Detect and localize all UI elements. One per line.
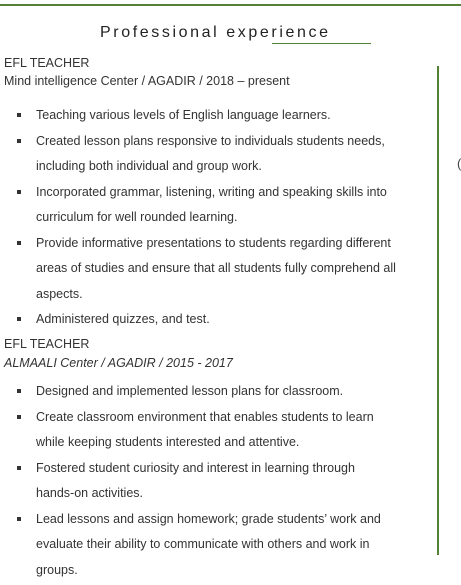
- job-org: Mind intelligence Center / AGADIR / 2018 – present: [4, 74, 290, 88]
- bullet-text: Administered quizzes, and test.: [36, 312, 210, 326]
- vertical-divider: [437, 66, 439, 555]
- bullet-text: Lead lessons and assign homework; grade students’ work and evaluate their ability to communicate with others and work in groups.: [36, 511, 381, 577]
- list-item: [0, 507, 396, 584]
- bullet-square-icon: [17, 389, 21, 393]
- bullet-square-icon: [17, 317, 21, 321]
- bullet-text: Incorporated grammar, listening, writing and speaking skills into curriculum for well rounded learning.: [36, 184, 387, 224]
- bullet-text: Teaching various levels of English language learners.: [36, 108, 331, 122]
- list-item: [0, 307, 396, 333]
- bullet-square-icon: [17, 190, 21, 194]
- bullet-square-icon: [17, 113, 21, 117]
- job-bullet-list: [0, 379, 396, 583]
- list-item: [0, 129, 396, 180]
- job-role: EFL TEACHER: [4, 337, 90, 351]
- bullet-text: Fostered student curiosity and interest in learning through hands-on activities.: [36, 460, 355, 500]
- title-underline: [272, 43, 371, 44]
- list-item: [0, 103, 396, 129]
- bullet-square-icon: [17, 241, 21, 245]
- bullet-text: Created lesson plans responsive to individuals students needs, including both individual and group work.: [36, 133, 385, 173]
- bullet-text: Create classroom environment that enables students to learn while keeping students interested and attentive.: [36, 409, 374, 449]
- top-divider: [0, 4, 461, 6]
- job-bullet-list: [0, 103, 396, 333]
- list-item: [0, 231, 396, 308]
- bullet-text: Designed and implemented lesson plans for classroom.: [36, 384, 344, 398]
- list-item: [0, 379, 396, 405]
- bullet-square-icon: [17, 139, 21, 143]
- bullet-square-icon: [17, 466, 21, 470]
- job-org: ALMAALI Center / AGADIR / 2015 - 2017: [4, 356, 233, 370]
- list-item: [0, 456, 396, 507]
- list-item: [0, 405, 396, 456]
- job-role: EFL TEACHER: [4, 56, 90, 70]
- cropped-side-text: (: [457, 156, 461, 171]
- list-item: [0, 180, 396, 231]
- bullet-square-icon: [17, 517, 21, 521]
- bullet-square-icon: [17, 415, 21, 419]
- bullet-text: Provide informative presentations to students regarding different areas of studies and ensure that all students fully comprehend all aspects.: [36, 235, 396, 301]
- section-title: Professional experience: [100, 24, 331, 41]
